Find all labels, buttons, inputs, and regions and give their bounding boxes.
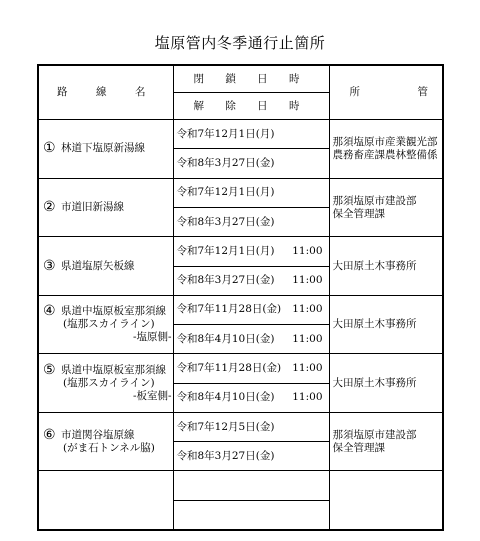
route-line-3: -板室側- (133, 389, 172, 402)
empty-route-cell (38, 471, 173, 530)
release-date: 令和8年4月10日(金) (176, 391, 275, 404)
closure-datetime (173, 295, 329, 324)
office-line-2: 保全管理課 (332, 207, 385, 220)
header-office (329, 65, 443, 120)
table-row-route (38, 354, 173, 413)
closure-datetime (173, 178, 329, 207)
release-datetime (173, 266, 329, 295)
office-cell (329, 354, 443, 413)
release-time: 11:00 (292, 332, 323, 345)
closure-date: 令和7年12月1日(月) (176, 127, 275, 140)
table-row-route (38, 295, 173, 354)
route-line-1: 林道下塩原新湯線 (61, 142, 145, 155)
release-date: 令和8年3月27日(金) (176, 274, 275, 287)
empty-release-cell (173, 500, 329, 530)
header-closure: 閉 鎖 日 時 (173, 65, 329, 93)
release-time: 11:00 (292, 274, 323, 287)
office-cell (329, 295, 443, 354)
release-date: 令和8年3月27日(金) (176, 157, 275, 170)
release-date: 令和8年3月27日(金) (176, 449, 275, 462)
row-number: ③ (43, 257, 56, 274)
office-line-2: 農務畜産課農林整備係 (332, 148, 438, 161)
table-row-route (38, 237, 173, 296)
route-line-3: -塩原側- (133, 331, 172, 344)
office-cell (329, 178, 443, 237)
row-number: ② (43, 199, 56, 216)
table-row-route (38, 178, 173, 237)
closure-time: 11:00 (292, 361, 323, 374)
table-row-route (38, 412, 173, 471)
empty-closure-cell (173, 471, 329, 500)
table-row-route (38, 120, 173, 179)
row-number: ⑤ (43, 361, 56, 378)
closure-date: 令和7年12月5日(金) (176, 420, 275, 433)
office-cell (329, 120, 443, 179)
office-line-1: 那須塩原市建設部 (332, 428, 417, 441)
closure-date: 令和7年11月28日(金) (176, 303, 282, 316)
office-line-1: 大田原土木事務所 (332, 318, 417, 331)
office-line-1: 那須塩原市建設部 (332, 194, 417, 207)
route-line-2: (がま石トンネル脇) (63, 441, 155, 454)
closure-date: 令和7年11月28日(金) (176, 361, 282, 374)
release-datetime (173, 149, 329, 178)
release-datetime (173, 383, 329, 412)
closure-datetime (173, 354, 329, 383)
office-cell (329, 412, 443, 471)
closure-date: 令和7年12月1日(月) (176, 186, 275, 199)
closure-date: 令和7年12月1日(月) (176, 244, 275, 257)
office-line-2: 保全管理課 (332, 441, 385, 454)
office-line-1: 那須塩原市産業観光部 (332, 135, 438, 148)
release-datetime (173, 208, 329, 237)
route-line-1: 県道中塩原板室那須線 (61, 363, 166, 376)
row-number: ⑥ (43, 426, 56, 443)
closure-time: 11:00 (292, 244, 323, 257)
page-title: 塩原管内冬季通行止箇所 (154, 34, 326, 52)
row-number: ④ (43, 303, 56, 320)
route-line-1: 市道旧新湯線 (61, 201, 124, 214)
route-line-2: (塩那スカイライン) (63, 376, 155, 389)
release-date: 令和8年3月27日(金) (176, 215, 275, 228)
release-datetime (173, 325, 329, 354)
route-line-1: 県道中塩原板室那須線 (61, 305, 166, 318)
row-number: ① (43, 140, 56, 157)
closure-datetime (173, 412, 329, 441)
header-release: 解 除 日 時 (173, 93, 329, 120)
closure-datetime (173, 120, 329, 149)
closure-time: 11:00 (292, 303, 323, 316)
empty-office-cell (329, 471, 443, 530)
closure-datetime (173, 237, 329, 266)
release-time: 11:00 (292, 391, 323, 404)
office-line-1: 大田原土木事務所 (332, 259, 417, 272)
release-datetime (173, 442, 329, 471)
release-date: 令和8年4月10日(金) (176, 332, 275, 345)
header-office-left: 所 (349, 86, 360, 99)
route-line-1: 県道塩原矢板線 (61, 259, 135, 272)
office-line-1: 大田原土木事務所 (332, 376, 417, 389)
office-cell (329, 237, 443, 296)
header-office-right: 管 (417, 86, 428, 99)
route-line-1: 市道関谷塩原線 (61, 428, 135, 441)
route-line-2: (塩那スカイライン) (63, 318, 155, 331)
closure-table (37, 64, 444, 531)
header-route: 路 線 名 (38, 65, 173, 120)
